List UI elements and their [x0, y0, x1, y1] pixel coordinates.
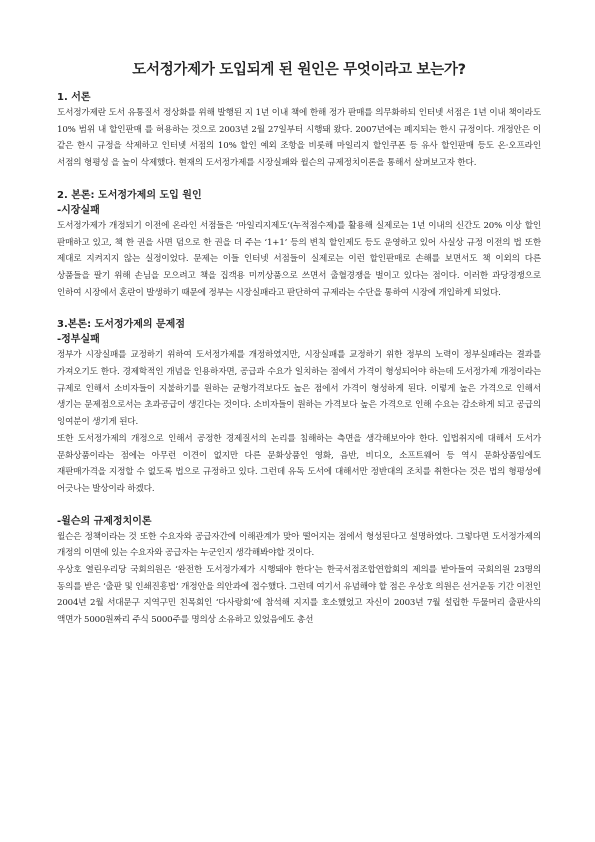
section-introduction: [57, 90, 541, 172]
section-subheading: -윌슨의 규제정치이론: [57, 515, 152, 527]
section-cause: [57, 188, 541, 302]
section-subheading: -정부실패: [57, 334, 100, 346]
document-title: 도서정가제가 도입되게 된 원인은 무엇이라고 보는가?: [132, 62, 466, 78]
section-heading: 2. 본론: 도서정가제의 도입 원인: [57, 189, 202, 201]
paragraph: 또한 도서정가제의 개정으로 인해서 공정한 경제질서의 논리를 침해하는 측면을 생각해보아야 한다. 입법취지에 대해서 도서가 문화상품이라는 점에는 아무런 이견이 없지만 다른 문화상품인 영화, 음반, 비디오, 소프트웨어 등 역시 문화상품임에도 재판매가격을 지정할 수 없도록 법으로 규정하고 있다. 그런데 유독 도서에 대해서만 정반대의 조치를 취한다는 것은 법의 형평성에 어긋나는 발상이라 하겠다.: [57, 433, 541, 494]
section-heading: 1. 서론: [57, 92, 91, 103]
paragraph: 도서정가제가 개정되기 이전에 온라인 서점들은 ‘마일리지제도’(누적점수제)를 활용해 실제로는 1년 이내의 신간도 20% 이상 할인 판매하고 있고, 책 한 권을 사면 덤으로 한 권을 더 주는 ‘1+1’ 등의 변칙 할인제도 등도 운영하고 있어 사실상 규정 이전의 법 또한 제대로 지켜지지 않는 실정이었다. 문제는 이들 인터넷 서점들이 실제로는 이런 할인판매로 손해를 보면서도 책 이외의 다른 상품들을 팔기 위해 손님을 모으려고 책을 집객용 미끼상품으로 쓰면서 출혈경쟁을 벌이고 있다는 점이다. 이러한 과당경쟁으로 인하여 시장에서 혼란이 발생하기 때문에 정부는 시장실패라고 판단하여 규제라는 수단을 통하여 시장에 개입하게 되었다.: [57, 220, 541, 298]
section-wilson-theory: [57, 514, 541, 629]
section-heading: 3.본론: 도서정가제의 문제점: [57, 319, 185, 331]
paragraph: 우상호 열린우리당 국회의원은 ‘완전한 도서정가제가 시행돼야 한다’는 한국서점조합연합회의 제의를 받아들여 국회의원 23명의 동의를 받은 ‘출판 및 인쇄진흥법’ 개정안을 의안과에 접수했다. 그런데 여기서 유념해야 할 점은 우상호 의원은 선거운동 기간 이전인 2004년 2월 서대문구 지역구민 친목회인 ‘다사랑회’에 참석해 지지를 호소했었고 자신이 2003년 7월 설립한 두물머리 출판사의 액면가 5000원짜리 주식 5000주를 명의상 소유하고 있었음에도 총선: [57, 565, 541, 626]
paragraph: 정부가 시장실패를 교정하기 위하여 도서정가제를 개정하였지만, 시장실패를 교정하기 위한 정부의 노력이 정부실패라는 결과를 가져오기도 한다. 경제학적인 개념을 인용하자면, 공급과 수요가 일치하는 점에서 가격이 형성되어야 하는데 도서정가제 개정이라는 규제로 인해서 소비자들이 지불하기를 원하는 균형가격보다도 높은 점에서 가격이 형성하게 된다. 이렇게 높은 가격으로 인해서 생기는 문제점으로서는 초과공급이 생긴다는 것이다. 소비자들이 원하는 가격보다 높은 가격으로 인해 수요는 감소하게 되고 공급의 잉여분이 생기게 된다.: [57, 350, 541, 428]
section-subheading: -시장실패: [57, 204, 100, 216]
paragraph: 윌슨은 정책이라는 것 또한 수요자와 공급자간에 이해관계가 맞아 떨어지는 점에서 형성된다고 설명하였다. 그렇다면 도서정가제의 개정의 이면에 있는 수요자와 공급자는 누군인지 생각해봐야할 것이다.: [57, 531, 541, 559]
section-problems: [57, 317, 541, 497]
paragraph: 도서정가제란 도서 유통질서 정상화를 위해 발행된 지 1년 이내 책에 한해 정가 판매를 의무화하되 인터넷 서점은 1년 이내 책이라도 10% 범위 내 할인판매 를 허용하는 것으로 2003년 2월 27일부터 시행돼 왔다. 2007년에는 폐지되는 한시 규정이다. 개정안은 이 같은 한시 규정을 삭제하고 인터넷 서점의 10% 할인 예외 조항을 비롯해 마일리지 할인쿠폰 등 유사 할인판매 등도 온·오프라인 서점의 형평성 을 높이 삭제했다. 현재의 도서정가제를 시장실패와 윌슨의 규제정치이론을 통해서 살펴보고자 한다.: [57, 108, 541, 169]
document-page: [57, 58, 541, 629]
